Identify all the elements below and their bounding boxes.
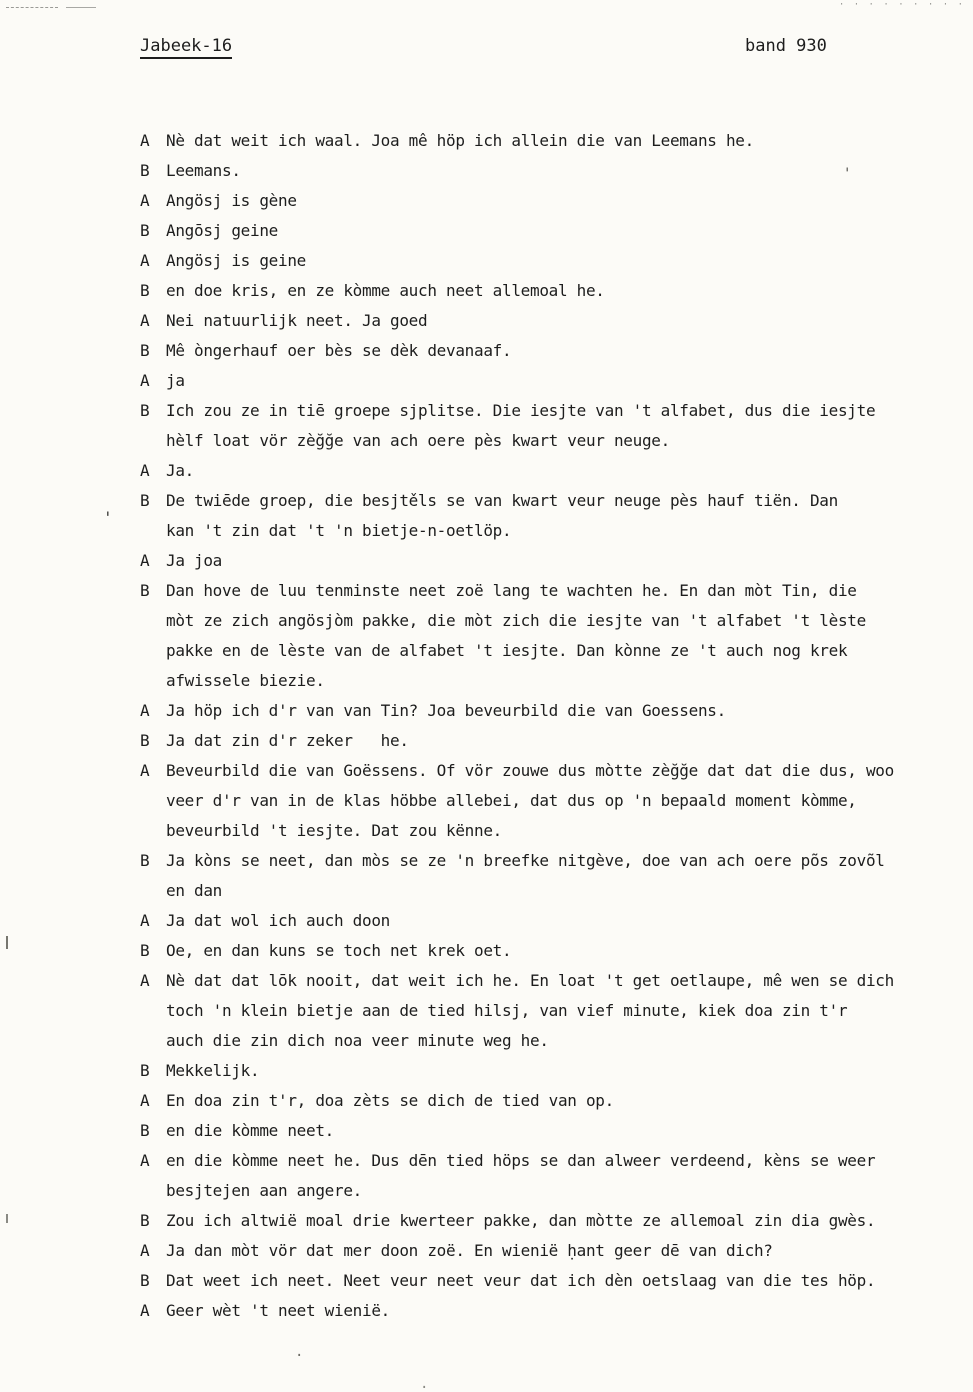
dialogue-line: Nè dat weit ich waal. Joa mê höp ich allein die van Leemans he. bbox=[166, 131, 754, 150]
utterance-lines bbox=[166, 966, 955, 1056]
utterance-lines bbox=[166, 696, 955, 726]
scan-artifact bbox=[66, 7, 96, 8]
utterance-lines bbox=[166, 246, 955, 276]
scan-artifact bbox=[6, 1214, 8, 1223]
utterance-lines bbox=[166, 1236, 955, 1266]
dialogue-line: Ich zou ze in tiē groepe sjplitse. Die iesjte van 't alfabet, dus die iesjte bbox=[166, 401, 876, 420]
speaker-label: B bbox=[140, 1211, 150, 1230]
dialogue-line: besjtejen aan angere. bbox=[166, 1181, 362, 1200]
dialogue-line: en die kòmme neet. bbox=[166, 1121, 334, 1140]
speaker-label: B bbox=[140, 491, 150, 510]
utterance bbox=[140, 396, 955, 456]
utterance-lines bbox=[166, 1146, 955, 1206]
utterance bbox=[140, 696, 955, 726]
utterance-lines bbox=[166, 756, 955, 846]
dialogue-line: Dat weet ich neet. Neet veur neet veur dat ich dèn oetslaag van die tes höp. bbox=[166, 1271, 876, 1290]
speaker-label: A bbox=[140, 551, 150, 570]
dialogue-line: En doa zin t'r, doa zèts se dich de tied van op. bbox=[166, 1091, 614, 1110]
utterance bbox=[140, 156, 955, 186]
dialogue-line: Ja joa bbox=[166, 551, 222, 570]
dialogue-line: Angösj is geine bbox=[166, 251, 306, 270]
utterance bbox=[140, 906, 955, 936]
speaker-label: A bbox=[140, 311, 150, 330]
speaker-label: B bbox=[140, 731, 150, 750]
dialogue-line: beveurbild 't iesjte. Dat zou kënne. bbox=[166, 821, 502, 840]
dialogue-line: Angōsj geine bbox=[166, 221, 278, 240]
utterance bbox=[140, 1056, 955, 1086]
utterance bbox=[140, 1236, 955, 1266]
dialogue-line: pakke en de lèste van de alfabet 't iesjte. Dan kònne ze 't auch nog krek bbox=[166, 641, 848, 660]
utterance bbox=[140, 1116, 955, 1146]
utterance bbox=[140, 726, 955, 756]
speaker-label: A bbox=[140, 1301, 150, 1320]
dialogue-line: mòt ze zich angösjòm pakke, die mòt zich die iesjte van 't alfabet 't lèste bbox=[166, 611, 866, 630]
utterance-lines bbox=[166, 846, 955, 906]
utterance-lines bbox=[166, 546, 955, 576]
speaker-label: A bbox=[140, 131, 150, 150]
utterance bbox=[140, 756, 955, 846]
utterance bbox=[140, 846, 955, 906]
utterance-lines bbox=[166, 936, 955, 966]
speaker-label: A bbox=[140, 1091, 150, 1110]
utterance bbox=[140, 366, 955, 396]
speaker-label: A bbox=[140, 761, 150, 780]
utterance bbox=[140, 1146, 955, 1206]
speaker-label: A bbox=[140, 911, 150, 930]
speaker-label: A bbox=[140, 191, 150, 210]
utterance bbox=[140, 186, 955, 216]
speaker-label: A bbox=[140, 971, 150, 990]
utterance-lines bbox=[166, 906, 955, 936]
dialogue-line: ja bbox=[166, 371, 185, 390]
utterance bbox=[140, 126, 955, 156]
utterance-lines bbox=[166, 1266, 955, 1296]
dialogue-line: Dan hove de luu tenminste neet zoë lang te wachten he. En dan mòt Tin, die bbox=[166, 581, 857, 600]
dialogue-line: Angösj is gène bbox=[166, 191, 297, 210]
dialogue-line: kan 't zin dat 't 'n bietje-n-oetlöp. bbox=[166, 521, 512, 540]
dialogue-line: Mekkelijk. bbox=[166, 1061, 260, 1080]
utterance bbox=[140, 1206, 955, 1236]
speaker-label: B bbox=[140, 1061, 150, 1080]
speaker-label: A bbox=[140, 1241, 150, 1260]
scan-artifact: ' bbox=[843, 166, 852, 182]
dialogue-line: Ja dat wol ich auch doon bbox=[166, 911, 390, 930]
scan-artifact: . bbox=[420, 1376, 429, 1392]
utterance bbox=[140, 336, 955, 366]
utterance-lines bbox=[166, 186, 955, 216]
dialogue-line: en doe kris, en ze kòmme auch neet allemoal he. bbox=[166, 281, 605, 300]
speaker-label: B bbox=[140, 401, 150, 420]
speaker-label: A bbox=[140, 461, 150, 480]
utterance bbox=[140, 456, 955, 486]
dialogue-line: afwissele biezie. bbox=[166, 671, 325, 690]
speaker-label: B bbox=[140, 281, 150, 300]
dialogue-line: Zou ich altwië moal drie kwerteer pakke, dan mòtte ze allemoal zin dia gwès. bbox=[166, 1211, 876, 1230]
utterance bbox=[140, 936, 955, 966]
dialogue-line: Ja höp ich d'r van van Tin? Joa beveurbild die van Goessens. bbox=[166, 701, 726, 720]
utterance-lines bbox=[166, 1206, 955, 1236]
utterance bbox=[140, 216, 955, 246]
dialogue-line: Nei natuurlijk neet. Ja goed bbox=[166, 311, 428, 330]
dialogue-line: en dan bbox=[166, 881, 222, 900]
speaker-label: B bbox=[140, 1121, 150, 1140]
utterance bbox=[140, 276, 955, 306]
dialogue-line: hèlf loat vör zèğğe van ach oere pès kwart veur neuge. bbox=[166, 431, 670, 450]
utterance-lines bbox=[166, 336, 955, 366]
dialogue-line: toch 'n klein bietje aan de tied hilsj, van vief minute, kiek doa zin t'r bbox=[166, 1001, 848, 1020]
scan-artifact bbox=[6, 7, 58, 8]
utterance-lines bbox=[166, 1296, 955, 1326]
transcript-body bbox=[140, 126, 955, 1326]
dialogue-line: Leemans. bbox=[166, 161, 241, 180]
utterance-lines bbox=[166, 126, 955, 156]
speaker-label: B bbox=[140, 1271, 150, 1290]
utterance bbox=[140, 486, 955, 546]
utterance bbox=[140, 576, 955, 696]
dialogue-line: en die kòmme neet he. Dus dēn tied höps se dan alweer verdeend, kèns se weer bbox=[166, 1151, 876, 1170]
utterance-lines bbox=[166, 156, 955, 186]
utterance-lines bbox=[166, 1086, 955, 1116]
utterance bbox=[140, 1086, 955, 1116]
dialogue-line: Oe, en dan kuns se toch net krek oet. bbox=[166, 941, 512, 960]
utterance bbox=[140, 1266, 955, 1296]
speaker-label: A bbox=[140, 1151, 150, 1170]
speaker-label: B bbox=[140, 851, 150, 870]
speaker-label: A bbox=[140, 701, 150, 720]
utterance-lines bbox=[166, 396, 955, 456]
dialogue-line: veer d'r van in de klas höbbe allebei, dat dus op 'n bepaald moment kòmme, bbox=[166, 791, 857, 810]
scan-artifact: . bbox=[295, 1344, 304, 1360]
tape-band-label: band 930 bbox=[745, 36, 827, 56]
dialogue-line: De twiēde groep, die besjtěls se van kwart veur neuge pès hauf tiën. Dan bbox=[166, 491, 838, 510]
speaker-label: A bbox=[140, 251, 150, 270]
scan-artifact: · · · · · · · · · bbox=[838, 0, 965, 10]
dialogue-line: Ja dan mòt vör dat mer doon zoë. En wienië ḥant geer dē van dich? bbox=[166, 1241, 773, 1260]
utterance bbox=[140, 966, 955, 1056]
dialogue-line: Mê òngerhauf oer bès se dèk devanaaf. bbox=[166, 341, 512, 360]
utterance-lines bbox=[166, 456, 955, 486]
document-title: Jabeek-16 bbox=[140, 36, 232, 59]
speaker-label: B bbox=[140, 161, 150, 180]
utterance-lines bbox=[166, 306, 955, 336]
dialogue-line: Geer wèt 't neet wienië. bbox=[166, 1301, 390, 1320]
utterance bbox=[140, 306, 955, 336]
utterance-lines bbox=[166, 1116, 955, 1146]
dialogue-line: Ja kòns se neet, dan mòs se ze 'n breefke nitgève, doe van ach oere põs zovõl bbox=[166, 851, 885, 870]
dialogue-line: Beveurbild die van Goëssens. Of vör zouwe dus mòtte zèğğe dat dat die dus, woo bbox=[166, 761, 894, 780]
speaker-label: B bbox=[140, 341, 150, 360]
utterance-lines bbox=[166, 726, 955, 756]
utterance-lines bbox=[166, 1056, 955, 1086]
utterance bbox=[140, 246, 955, 276]
scan-artifact bbox=[6, 936, 8, 949]
utterance-lines bbox=[166, 576, 955, 696]
utterance bbox=[140, 1296, 955, 1326]
utterance-lines bbox=[166, 276, 955, 306]
dialogue-line: Nè dat dat lōk nooit, dat weit ich he. En loat 't get oetlaupe, mê wen se dich bbox=[166, 971, 894, 990]
dialogue-line: auch die zin dich noa veer minute weg he. bbox=[166, 1031, 549, 1050]
dialogue-line: Ja dat zin d'r zeker he. bbox=[166, 731, 409, 750]
utterance-lines bbox=[166, 216, 955, 246]
utterance bbox=[140, 546, 955, 576]
utterance-lines bbox=[166, 366, 955, 396]
utterance-lines bbox=[166, 486, 955, 546]
speaker-label: B bbox=[140, 941, 150, 960]
speaker-label: A bbox=[140, 371, 150, 390]
scan-artifact: ' bbox=[103, 508, 113, 527]
speaker-label: B bbox=[140, 221, 150, 240]
dialogue-line: Ja. bbox=[166, 461, 194, 480]
speaker-label: B bbox=[140, 581, 150, 600]
